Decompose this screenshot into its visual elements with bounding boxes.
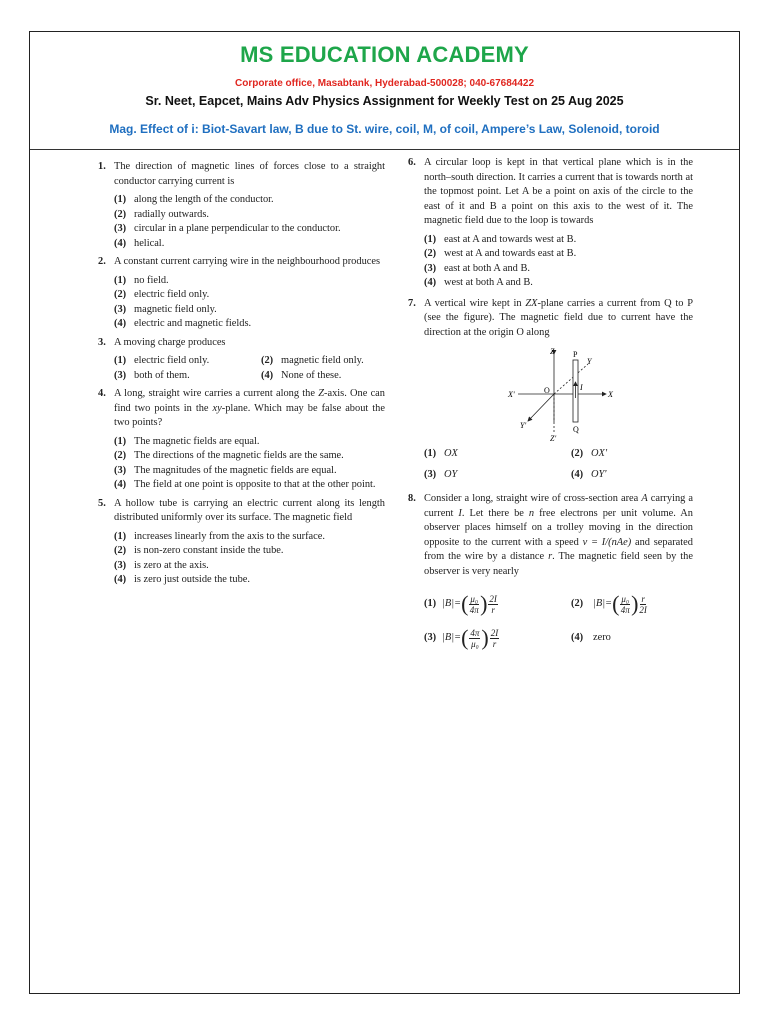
option-4: (4) zero xyxy=(571,631,611,643)
option-2 xyxy=(114,208,385,223)
question-2 xyxy=(98,255,385,332)
right-column xyxy=(408,156,693,653)
option-4 xyxy=(261,369,385,384)
label-q: Q xyxy=(573,425,579,434)
option-text: radially outwards. xyxy=(134,208,210,220)
assignment-title: Sr. Neet, Eapcet, Mains Adv Physics Assignment for Weekly Test on 25 Aug 2025 xyxy=(145,94,624,108)
option-2: (2) |B|= ( $\frac{\text{μ₀}}{4\pi}$ ) $\frac{r}{2I}$ xyxy=(571,591,647,616)
option-4 xyxy=(571,468,693,483)
option-text: no field. xyxy=(134,274,169,286)
left-column xyxy=(98,160,385,592)
option-1 xyxy=(114,530,385,545)
academy-title: MS EDUCATION ACADEMY xyxy=(240,42,529,67)
options xyxy=(424,447,693,482)
option-number: (1) xyxy=(424,448,437,459)
label-o: O xyxy=(544,386,550,395)
options xyxy=(424,233,693,291)
option-text: electric field only. xyxy=(134,289,210,300)
option-text: The directions of the magnetic fields are the same. xyxy=(134,450,344,461)
question-number: 3. xyxy=(98,336,106,348)
option-4 xyxy=(114,478,385,493)
options-row-1 xyxy=(424,593,693,615)
question-text: A long, straight wire carries a current along the Z-axis. One can find two points in the xy-plane. Which may be false about the two points? xyxy=(114,388,385,428)
question-8 xyxy=(408,492,693,649)
option-number: (3) xyxy=(114,303,127,315)
option-text: magnetic field only. xyxy=(134,303,217,315)
axes-diagram xyxy=(496,346,656,441)
option-2 xyxy=(114,449,385,464)
option-number: (4) xyxy=(114,574,127,585)
option-number: (1) xyxy=(114,530,127,542)
option-1 xyxy=(424,233,693,248)
option-number: (4) xyxy=(571,468,584,480)
option-number: (1) xyxy=(424,233,437,245)
option-4 xyxy=(114,317,385,332)
option-text: electric field only. xyxy=(134,355,210,366)
options-row-2 xyxy=(424,627,693,649)
option-text: along the length of the conductor. xyxy=(134,194,274,205)
y-axis-line xyxy=(554,364,588,394)
question-text: A moving charge produces xyxy=(114,336,226,348)
option-3: (3) |B|= ( $\frac{4\pi}{\text{μ₀}}$ ) $\frac{2I}{r}$ xyxy=(424,625,499,650)
option-1 xyxy=(114,193,385,208)
option-text: OX xyxy=(444,448,458,459)
option-text: The field at one point is opposite to that at the other point. xyxy=(134,479,376,490)
topic-line: Mag. Effect of i: Biot-Savart law, B due to St. wire, coil, M, of coil, Ampere’s Law, Solenoid, toroid xyxy=(109,122,660,136)
option-text: The magnitudes of the magnetic fields are equal. xyxy=(134,464,337,476)
option-text: electric and magnetic fields. xyxy=(134,318,252,329)
option-1 xyxy=(424,447,571,462)
option-number: (4) xyxy=(424,277,437,288)
option-text: magnetic field only. xyxy=(281,355,364,366)
option-number: (3) xyxy=(114,223,127,234)
option-number: (1) xyxy=(114,355,127,366)
option-number: (2) xyxy=(114,545,127,556)
option-3 xyxy=(114,222,385,237)
option-text: None of these. xyxy=(281,369,342,381)
option-number: (2) xyxy=(114,450,127,461)
option-3 xyxy=(424,468,571,483)
option-number: (4) xyxy=(261,369,274,381)
options xyxy=(114,435,385,493)
question-5 xyxy=(98,497,385,588)
option-3 xyxy=(114,464,385,479)
option-3 xyxy=(114,303,385,318)
question-number: 2. xyxy=(98,256,106,267)
question-number: 6. xyxy=(408,157,416,168)
question-7 xyxy=(408,297,693,483)
question-6 xyxy=(408,156,693,291)
option-number: (4) xyxy=(114,237,127,249)
option-number: (3) xyxy=(114,559,127,571)
option-number: (2) xyxy=(571,448,584,459)
option-text: east at both A and B. xyxy=(444,262,531,274)
question-number: 7. xyxy=(408,297,416,309)
label-z: Z xyxy=(550,347,555,356)
option-2 xyxy=(261,354,385,369)
option-number: (1) xyxy=(114,435,127,447)
option-number: (2) xyxy=(424,248,437,259)
option-1 xyxy=(114,354,261,369)
option-text: west at both A and B. xyxy=(444,277,533,288)
option-text: west at A and towards east at B. xyxy=(444,248,577,259)
label-i: I xyxy=(580,383,583,392)
question-text: A constant current carrying wire in the neighbourhood produces xyxy=(114,256,381,267)
option-3 xyxy=(114,559,385,574)
option-number: (3) xyxy=(114,369,127,381)
label-y: Y xyxy=(587,357,592,366)
option-number: (1) xyxy=(114,274,127,286)
option-2 xyxy=(114,544,385,559)
option-text: helical. xyxy=(134,237,165,249)
question-3 xyxy=(98,336,385,384)
option-text: The magnetic fields are equal. xyxy=(134,435,260,447)
option-number: (4) xyxy=(114,479,127,490)
option-number: (1) xyxy=(114,194,127,205)
question-text: A circular loop is kept in that vertical plane which is in the north–south direction. It carries a current that is towards north at the topmost point. Let A be a point on axis of the circle to the east of it and B a point on this axis to the west of it. The magnetic field due to the loop is towards xyxy=(424,157,693,226)
option-number: (4) xyxy=(114,318,127,329)
label-x: X xyxy=(608,390,613,399)
axes-figure xyxy=(496,346,656,441)
question-number: 4. xyxy=(98,388,106,399)
label-y-prime: Y' xyxy=(520,421,527,430)
question-text: The direction of magnetic lines of forces close to a straight conductor carrying current is xyxy=(114,161,385,187)
question-text: Consider a long, straight wire of cross-section area A carrying a current I. Let there be n free electrons per unit volume. An observer places himself on a trolley moving in the direction opposite to the current with a speed v = I/(nAe) and separated from the wire by a distance r. The magnetic field seen by the observer is very nearly xyxy=(424,493,693,577)
option-text: OY xyxy=(444,468,458,480)
option-2 xyxy=(571,447,693,462)
option-4 xyxy=(114,573,385,588)
option-text: is zero at the axis. xyxy=(134,559,209,571)
question-4 xyxy=(98,387,385,493)
question-number: 5. xyxy=(98,497,106,509)
header-divider xyxy=(30,149,739,150)
option-number: (3) xyxy=(424,468,437,480)
label-p: P xyxy=(573,350,578,359)
option-text: east at A and towards west at B. xyxy=(444,233,577,245)
options xyxy=(114,354,385,383)
option-text: is zero just outside the tube. xyxy=(134,574,251,585)
question-1 xyxy=(98,160,385,251)
option-number: (2) xyxy=(114,208,127,220)
question-number: 8. xyxy=(408,493,416,504)
option-text: OY' xyxy=(591,468,607,480)
option-text: is non-zero constant inside the tube. xyxy=(134,545,284,556)
label-z-prime: Z' xyxy=(550,434,557,441)
y-prime-line xyxy=(528,394,554,421)
options xyxy=(114,193,385,251)
label-x-prime: X' xyxy=(508,390,515,399)
office-address: Corporate office, Masabtank, Hyderabad-500028; 040-67684422 xyxy=(234,78,535,89)
option-4 xyxy=(424,276,693,291)
option-2 xyxy=(114,288,385,303)
option-3 xyxy=(114,369,261,384)
option-number: (2) xyxy=(261,355,274,366)
option-text: increases linearly from the axis to the surface. xyxy=(134,530,325,542)
question-text: A vertical wire kept in ZX-plane carries a current from Q to P (see the figure). The magnetic field due to current have the direction at the origin O along xyxy=(424,297,693,338)
option-1 xyxy=(114,435,385,450)
option-text: circular in a plane perpendicular to the conductor. xyxy=(134,223,341,234)
option-4 xyxy=(114,237,385,252)
option-1 xyxy=(114,274,385,289)
options xyxy=(114,274,385,332)
option-text: OX' xyxy=(591,448,608,459)
option-text: both of them. xyxy=(134,369,190,381)
option-number: (3) xyxy=(114,464,127,476)
option-3 xyxy=(424,262,693,277)
option-2 xyxy=(424,247,693,262)
options xyxy=(114,530,385,588)
option-1: (1) |B|= ( $\frac{\text{μ₀}}{4\pi}$ ) $\frac{2I}{r}$ xyxy=(424,591,497,616)
option-number: (3) xyxy=(424,262,437,274)
question-number: 1. xyxy=(98,161,106,172)
option-number: (2) xyxy=(114,289,127,300)
question-text: A hollow tube is carrying an electric current along its length distributed uniformly over its surface. The magnetic field xyxy=(114,497,385,523)
